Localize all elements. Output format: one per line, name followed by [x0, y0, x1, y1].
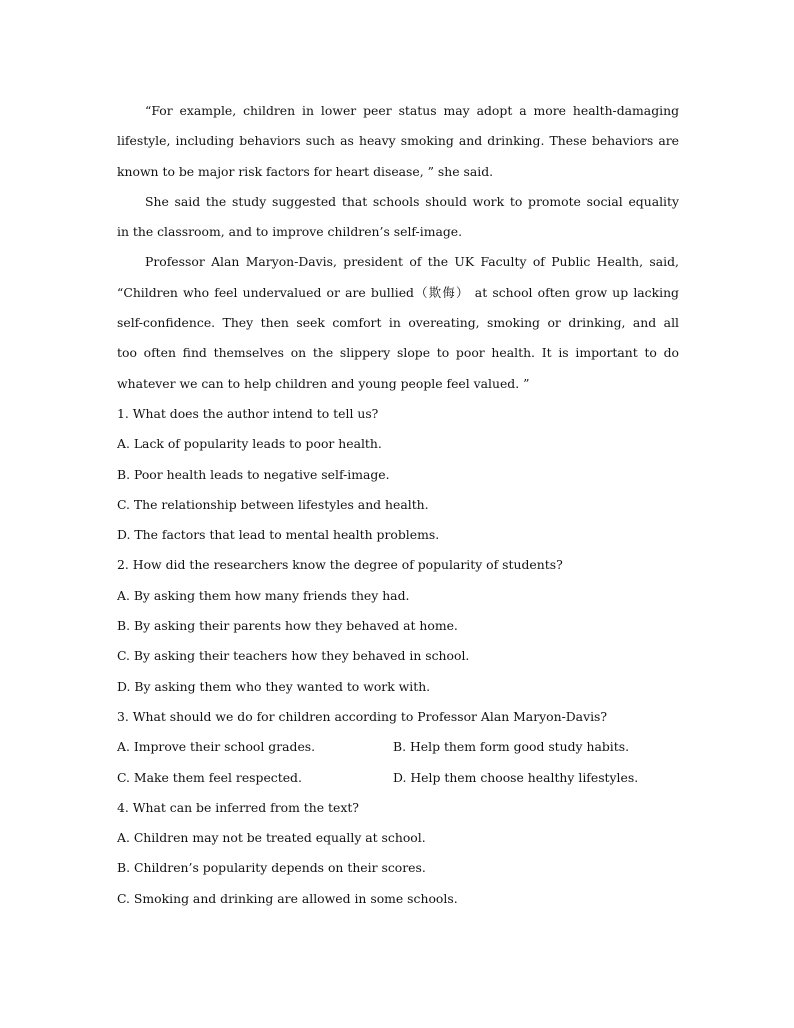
question-3-stem: 3. What should we do for children according to Professor Alan Maryon-Davis? — [117, 708, 608, 724]
passage-p3-line-5: whatever we can to help children and young people feel valued. ” — [117, 375, 530, 391]
document-content — [117, 96, 679, 914]
passage-p1-line-3: known to be major risk factors for heart disease, ” she said. — [117, 163, 494, 179]
passage-p3-line-1: Professor Alan Maryon-Davis, president of the UK Faculty of Public Health, said, — [145, 254, 679, 270]
question-2-option-d: D. By asking them who they wanted to work with. — [117, 678, 431, 694]
question-1-option-c: C. The relationship between lifestyles and health. — [117, 496, 429, 512]
question-4-option-b: B. Children’s popularity depends on their scores. — [117, 860, 426, 876]
passage-p3-line-3: self-confidence. They then seek comfort in overeating, smoking or drinking, and all — [117, 315, 679, 331]
passage-p3-line-2: “Children who feel undervalued or are bullied（欺侮） at school often grow up lacking — [117, 284, 679, 300]
question-3-options-row-2 — [117, 763, 679, 793]
passage-p3-line-4: too often find themselves on the slippery slope to poor health. It is important to do — [117, 345, 679, 361]
question-1-option-a: A. Lack of popularity leads to poor health. — [117, 436, 382, 452]
question-3-option-c: C. Make them feel respected. — [117, 769, 302, 785]
question-4-option-c: C. Smoking and drinking are allowed in some schools. — [117, 890, 458, 906]
passage-p2-line-1: She said the study suggested that schools should work to promote social equality — [145, 193, 679, 209]
question-3-option-b: B. Help them form good study habits. — [393, 739, 630, 755]
question-1-option-d: D. The factors that lead to mental health problems. — [117, 527, 440, 543]
question-3-option-a: A. Improve their school grades. — [117, 739, 316, 755]
question-3-option-d: D. Help them choose healthy lifestyles. — [393, 769, 639, 785]
passage-p1-line-2: lifestyle, including behaviors such as heavy smoking and drinking. These behaviors are — [117, 133, 679, 149]
question-4-option-a: A. Children may not be treated equally at school. — [117, 830, 426, 846]
question-2-stem: 2. How did the researchers know the degree of popularity of students? — [117, 557, 563, 573]
question-3-options-row-1 — [117, 732, 679, 762]
passage-p1-line-1: “For example, children in lower peer status may adopt a more health-damaging — [145, 103, 679, 118]
question-1-option-b: B. Poor health leads to negative self-image. — [117, 466, 390, 482]
question-4-stem: 4. What can be inferred from the text? — [117, 799, 359, 815]
question-2-option-a: A. By asking them how many friends they had. — [117, 587, 410, 603]
question-2-option-c: C. By asking their teachers how they behaved in school. — [117, 648, 470, 664]
passage-p2-line-2: in the classroom, and to improve children’s self-image. — [117, 224, 463, 240]
question-1-stem: 1. What does the author intend to tell us? — [117, 405, 379, 421]
question-2-option-b: B. By asking their parents how they behaved at home. — [117, 618, 458, 634]
